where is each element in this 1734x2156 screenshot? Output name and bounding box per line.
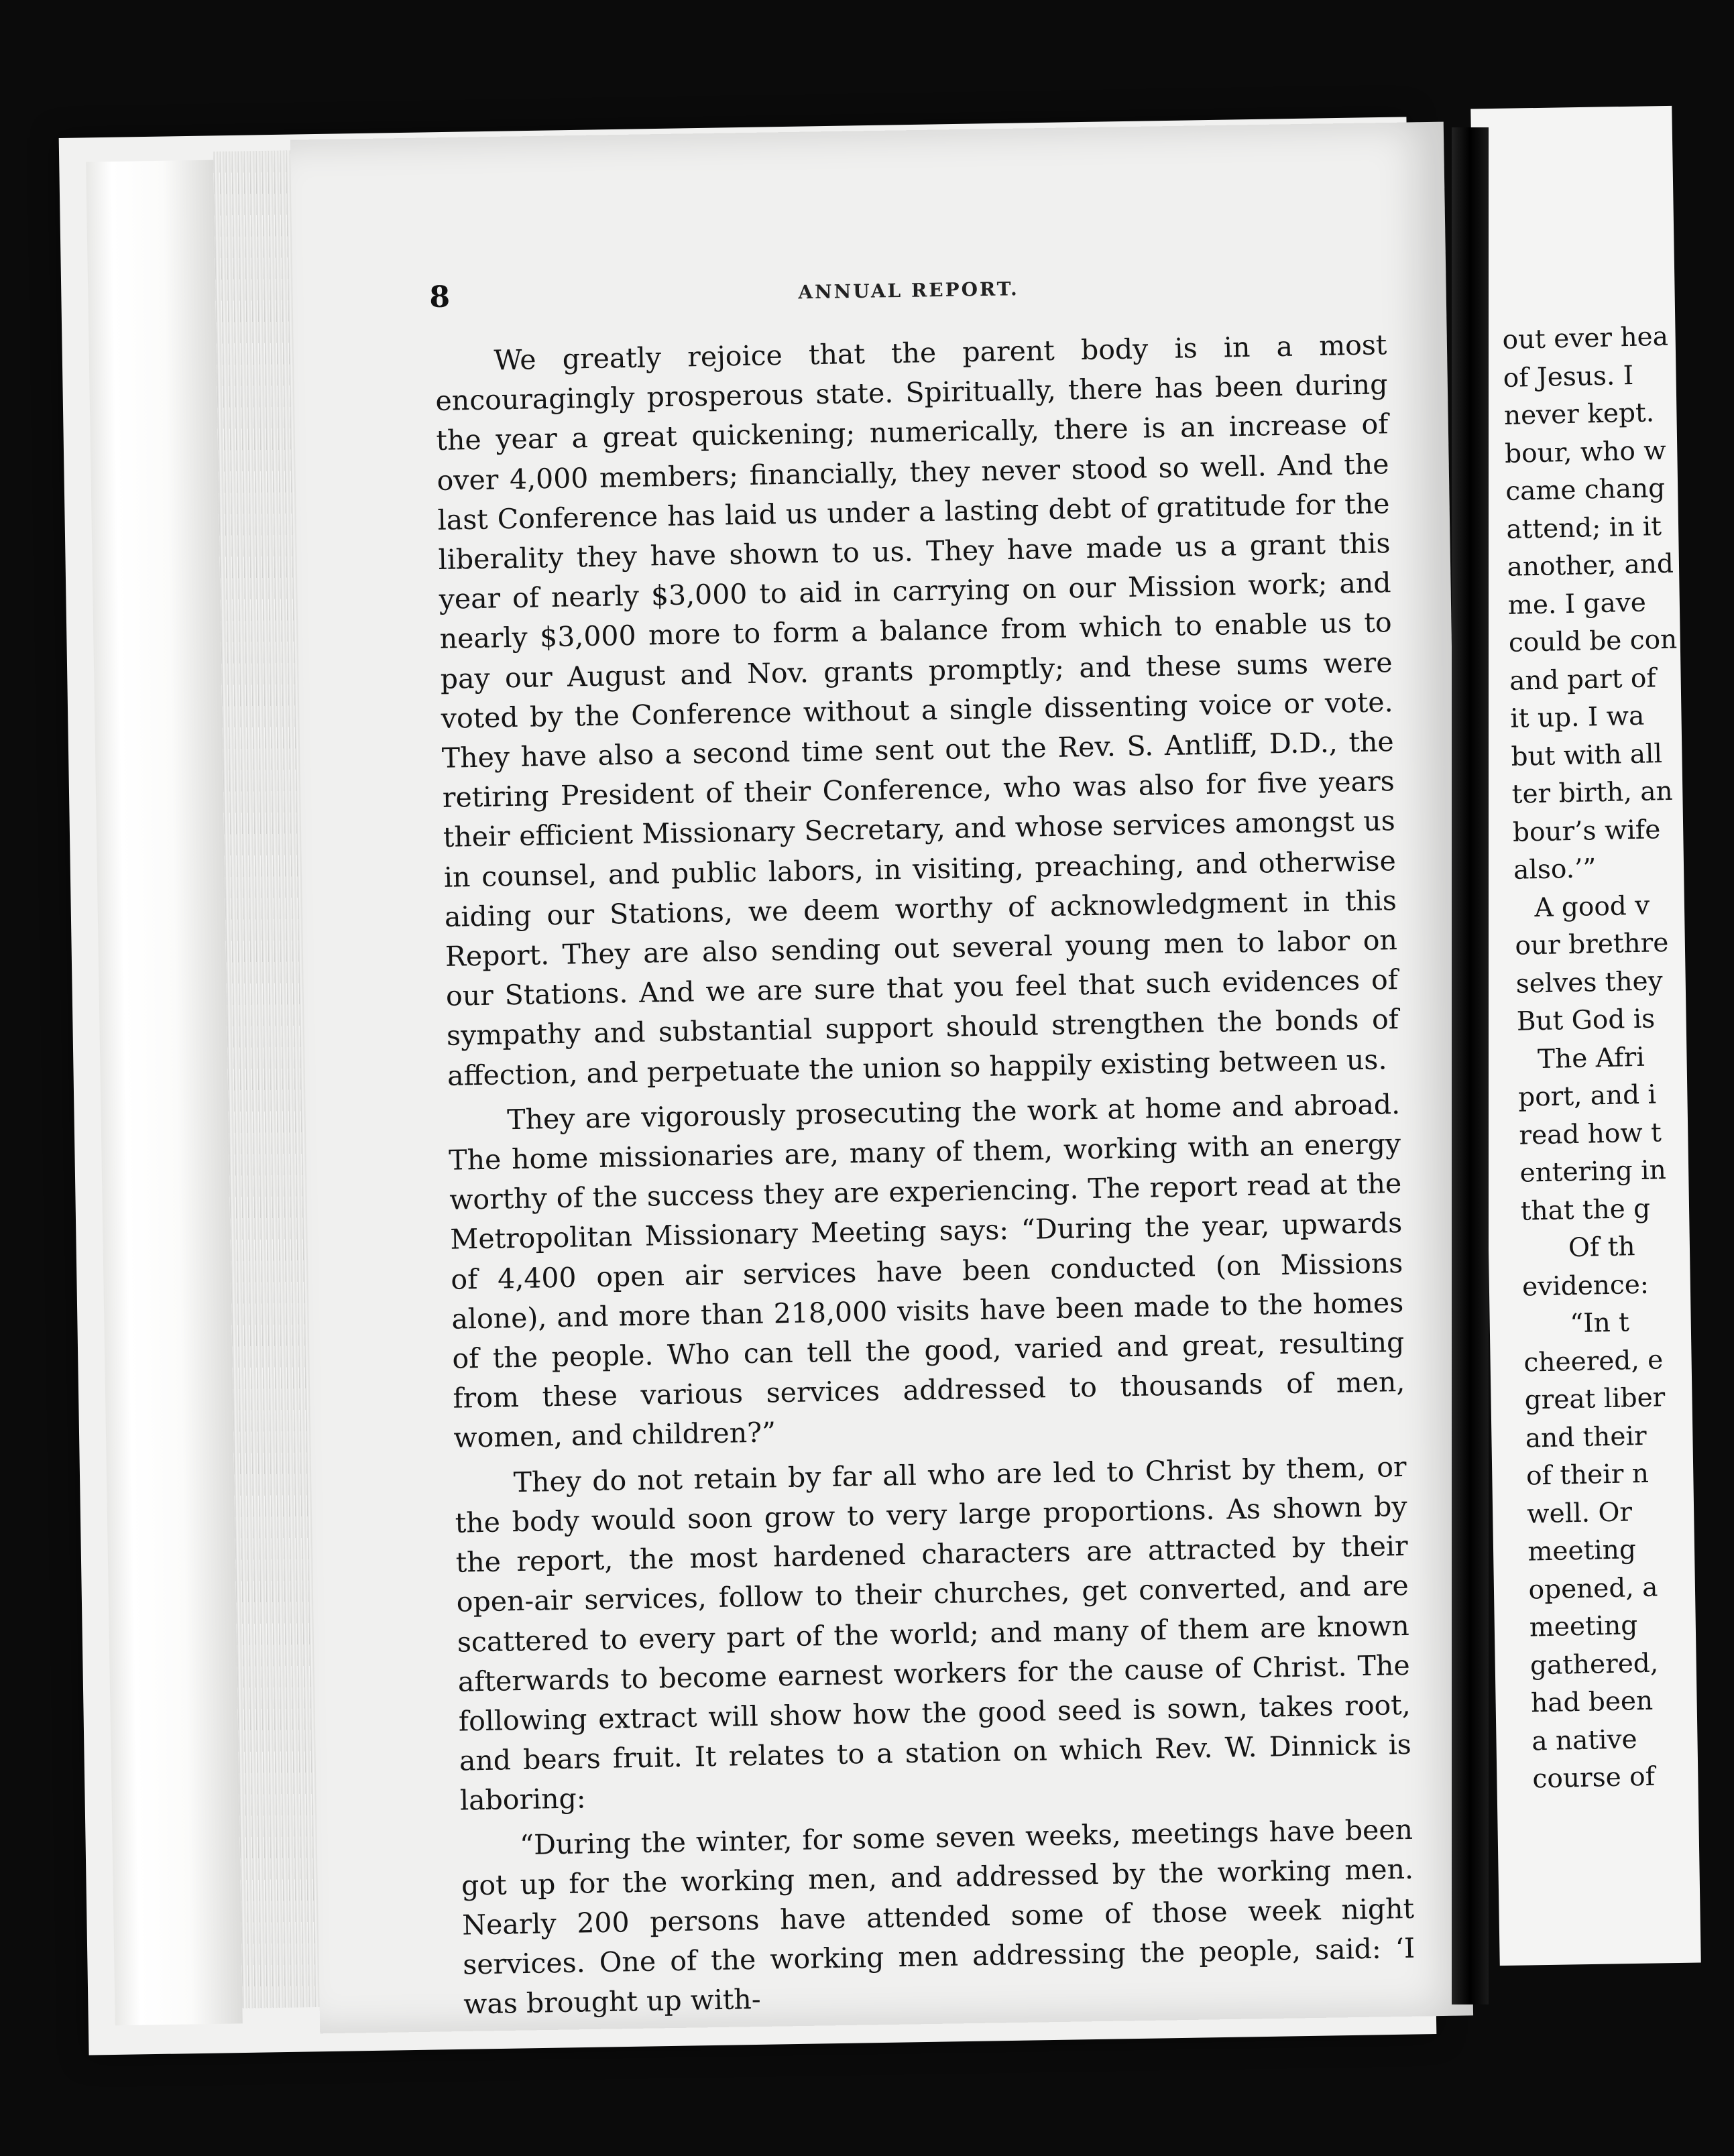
facing-page-line: of their n (1525, 1458, 1650, 1492)
facing-page-line: me. I gave (1507, 587, 1647, 621)
paragraph: We greatly rejoice that the parent body is in a most encouragingly prosperous state. Spiritually, there has been during the year a great quickening; numerically, there is an increase of over 4,000 members; financially, they never stood so well. And the last Conference has laid us under a lasting debt of gratitude for the liberality they have shown to us. They have made us a grant this year of nearly $3,000 to aid in carrying on our Mission work; and nearly $3,000 more to form a balance from which to enable us to pay our August and Nov. grants promptly; and these sums were voted by the Conference without a single dissenting voice or vote. They have also a second time sent out the Rev. S. Antliff, D.D., the retiring President of their Conference, who was also for five years their efficient Missionary Secretary, and whose services amongst us in counsel, and public labors, in visiting, preaching, and otherwise aiding our Stations, we deem worthy of acknowledgment in this Report. They are also sending out several young men to labor on our Stations. And we are sure that you feel that such evidences of sympathy and substantial support should strengthen the bonds of affection, and perpetuate the union so happily existing between us. (435, 328, 1399, 1092)
facing-page-line: but with all (1511, 738, 1663, 772)
facing-page-line: selves they (1515, 965, 1664, 1000)
book-gutter (1452, 127, 1489, 2004)
facing-page-line: came chang (1505, 473, 1666, 507)
facing-page-line: Of th (1568, 1232, 1636, 1264)
facing-page-line: it up. I wa (1509, 701, 1645, 734)
facing-page-line: read how t (1518, 1117, 1662, 1151)
facing-page-line: A good v (1534, 890, 1650, 923)
facing-page-line: gathered, (1529, 1648, 1659, 1681)
facing-page-line: great liber (1524, 1382, 1666, 1416)
facing-page-line: also.’” (1513, 853, 1597, 886)
facing-page-line: never kept. (1503, 398, 1655, 431)
facing-page-line: bour’s wife (1512, 814, 1661, 848)
facing-page-line: attend; in it (1506, 511, 1662, 545)
page-number: 8 (429, 280, 451, 314)
facing-page-line: meeting (1529, 1610, 1638, 1643)
facing-page-line: bour, who w (1504, 435, 1667, 469)
facing-page-line: entering in (1519, 1155, 1667, 1189)
facing-page-line: and part of (1509, 662, 1657, 697)
facing-page-line: port, and i (1517, 1079, 1657, 1113)
paragraph: “During the winter, for some seven weeks, meetings have been got up for the working men, and addressed by the working men. Nearly 200 persons have attended some of those week night services. One of the working men addressing the people, said: ‘I was brought up with- (461, 1813, 1415, 2021)
facing-page-line: The Afri (1537, 1042, 1645, 1075)
facing-page-line: could be con (1508, 624, 1678, 658)
facing-page-text (1502, 318, 1734, 1799)
facing-page-line: ter birth, an (1511, 776, 1674, 810)
facing-page-line: and their (1525, 1421, 1648, 1454)
facing-page-line: well. Or (1526, 1496, 1633, 1530)
facing-page-line: “In t (1569, 1307, 1630, 1339)
page-body (435, 325, 1416, 2025)
facing-page-line: had been (1530, 1685, 1654, 1719)
facing-page-line: course of (1532, 1761, 1656, 1795)
facing-page-line: a native (1531, 1724, 1638, 1757)
facing-page-line: out ever hea (1502, 321, 1669, 355)
running-head: ANNUAL REPORT. (798, 278, 1020, 304)
facing-page-line: evidence: (1521, 1269, 1650, 1303)
facing-page-line: But God is (1516, 1004, 1656, 1037)
facing-page-line: cheered, e (1523, 1344, 1664, 1378)
facing-page-line: that the g (1520, 1193, 1651, 1227)
paragraph: They are vigorously prosecuting the work at home and abroad. The home missionaries are, many of them, working with an energy worthy of the success they are experiencing. The report read at the Metropolitan Missionary Meeting says: “During the year, upwards of 4,400 open air services have been conducted (on Missions alone), and more than 218,000 visits have been made to the homes of the people. Who can tell the good, varied and great, resulting from these various services addressed to thousands of men, women, and children?” (448, 1087, 1405, 1455)
facing-page-line: meeting (1527, 1535, 1637, 1567)
facing-page-line: opened, a (1528, 1572, 1658, 1606)
paragraph: They do not retain by far all who are led to Christ by them, or the body would soon grow to very large proportions. As shown by the report, the most hardened characters are attracted by their open-air services, follow to their churches, get converted, and are scattered to every part of the world; and many of them are known afterwards to become earnest workers for the cause of Christ. The following extract will show how the good seed is sown, takes root, and bears fruit. It relates to a station on which Rev. W. Dinnick is laboring: (455, 1450, 1412, 1817)
facing-page-line: another, and (1507, 548, 1674, 583)
facing-page-line: of Jesus. I (1503, 360, 1634, 394)
facing-page-line: our brethre (1515, 928, 1669, 961)
